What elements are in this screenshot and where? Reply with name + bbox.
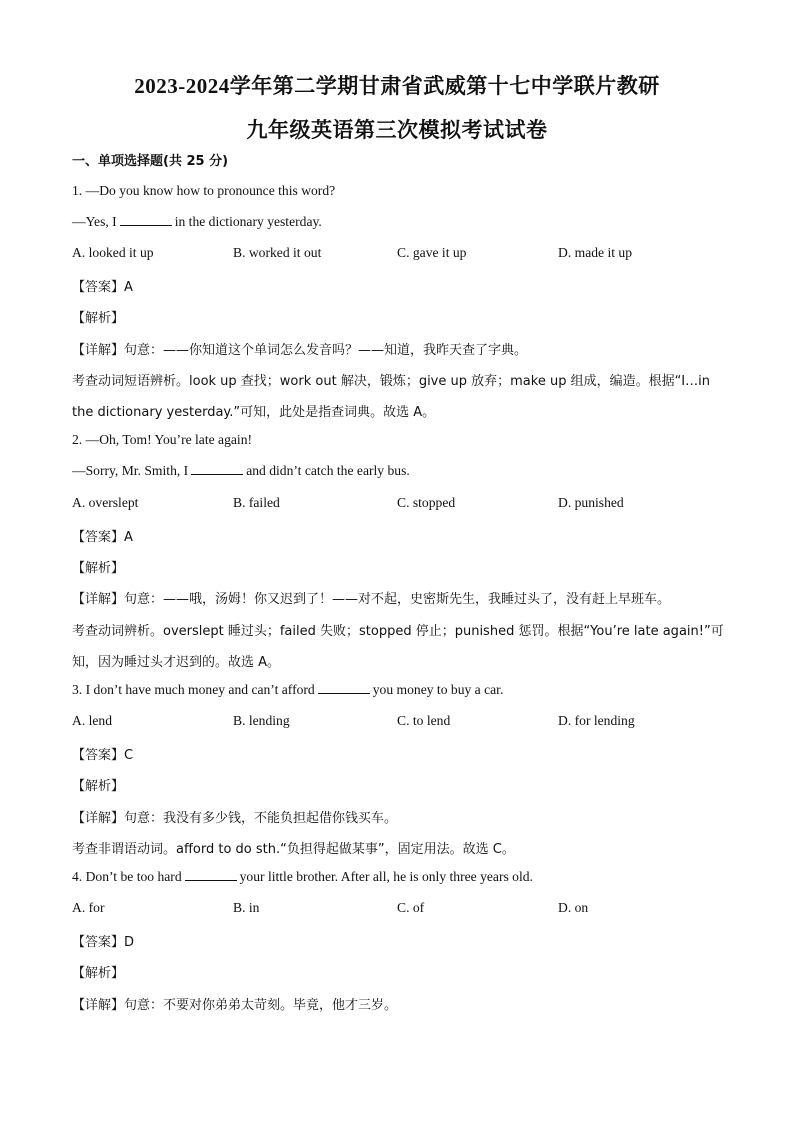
q2-stem-line1: 2. —Oh, Tom! You’re late again! (72, 432, 253, 447)
q3-option-a: A. lend (72, 713, 113, 728)
q2-explain-line1: 考查动词辨析。overslept 睡过头；failed 失败；stopped 停止；punished 惩罚。根据“You’re late again!”可 (72, 624, 724, 639)
q2-explain-line2: 知，因为睡过头才迟到的。故选 A。 (72, 655, 281, 670)
q1-blank (120, 215, 172, 226)
q2-option-c: C. stopped (397, 495, 456, 510)
q4-answer: 【答案】D (72, 935, 135, 950)
q1-answer: 【答案】A (72, 280, 133, 295)
q1-analysis: 【解析】 (72, 311, 125, 326)
q4-option-b: B. in (233, 900, 260, 915)
q3-stem: 3. I don’t have much money and can’t afford you money to buy a car. (72, 682, 504, 697)
q1-explain-line1: 考查动词短语辨析。look up 查找；work out 解决，锻炼；give up 放弃；make up 组成，编造。根据“I…in (72, 374, 710, 389)
section-heading: 一、单项选择题(共 25 分) (72, 154, 229, 169)
q3-option-c: C. to lend (397, 713, 451, 728)
q2-analysis: 【解析】 (72, 561, 125, 576)
q1-detail: 【详解】句意：——你知道这个单词怎么发音吗？——知道，我昨天查了字典。 (72, 343, 528, 358)
q1-option-a: A. looked it up (72, 245, 154, 260)
q1-option-d: D. made it up (558, 245, 632, 260)
exam-title-line1: 2023-2024学年第二学期甘肃省武威第十七中学联片教研 (134, 74, 660, 98)
q2-stem-line2: —Sorry, Mr. Smith, I and didn’t catch the early bus. (72, 463, 410, 478)
q1-explain-line2: the dictionary yesterday.”可知，此处是指查词典。故选 A。 (72, 405, 436, 420)
q4-option-a: A. for (72, 900, 105, 915)
q4-option-c: C. of (397, 900, 425, 915)
q2-answer: 【答案】A (72, 530, 133, 545)
q2-blank (191, 464, 243, 475)
q3-blank (318, 683, 370, 694)
q1-option-c: C. gave it up (397, 245, 467, 260)
q1-stem-line2: —Yes, I in the dictionary yesterday. (72, 214, 322, 229)
q4-blank (185, 870, 237, 881)
q2-option-a: A. overslept (72, 495, 139, 510)
q2-option-b: B. failed (233, 495, 280, 510)
q4-analysis: 【解析】 (72, 966, 125, 981)
q3-detail: 【详解】句意：我没有多少钱，不能负担起借你钱买车。 (72, 811, 398, 826)
q3-option-d: D. for lending (558, 713, 635, 728)
q3-analysis: 【解析】 (72, 779, 125, 794)
q3-answer: 【答案】C (72, 748, 134, 763)
q1-option-b: B. worked it out (233, 245, 322, 260)
q4-stem: 4. Don’t be too hard your little brother. After all, he is only three years old. (72, 869, 533, 884)
q4-detail: 【详解】句意：不要对你弟弟太苛刻。毕竟，他才三岁。 (72, 998, 398, 1013)
q3-explain-line1: 考查非谓语动词。afford to do sth.“负担得起做某事”，固定用法。故选 C。 (72, 842, 515, 857)
q2-option-d: D. punished (558, 495, 624, 510)
q1-stem-line1: 1. —Do you know how to pronounce this word? (72, 183, 336, 198)
q2-detail: 【详解】句意：——哦，汤姆！你又迟到了！——对不起，史密斯先生，我睡过头了，没有赶上早班车。 (72, 592, 671, 607)
q3-option-b: B. lending (233, 713, 290, 728)
exam-title-line2: 九年级英语第三次模拟考试试卷 (246, 118, 548, 142)
q4-option-d: D. on (558, 900, 589, 915)
